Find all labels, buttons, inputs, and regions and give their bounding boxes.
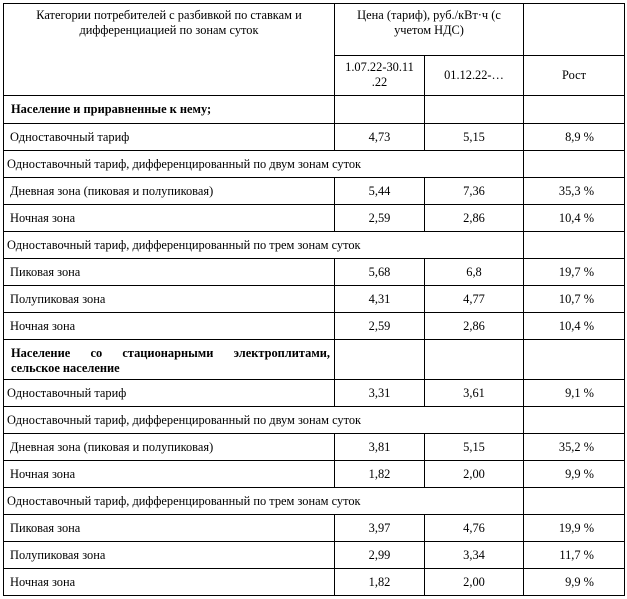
row-growth: 9,1 % xyxy=(524,380,625,407)
row-label: Ночная зона xyxy=(4,461,335,488)
table-row xyxy=(4,515,625,542)
row-growth: 8,9 % xyxy=(524,124,625,151)
row-label: Ночная зона xyxy=(4,569,335,596)
section-2-title: Население со стационарными электроплитами, сельское население xyxy=(4,340,335,380)
row-label: Дневная зона (пиковая и полупиковая) xyxy=(4,178,335,205)
table-row xyxy=(4,259,625,286)
row-value-2: 2,00 xyxy=(425,569,524,596)
row-growth: 10,7 % xyxy=(524,286,625,313)
row-value-2: 4,76 xyxy=(425,515,524,542)
table-row xyxy=(4,542,625,569)
header-price: Цена (тариф), руб./кВт·ч (с учетом НДС) xyxy=(335,4,524,56)
row-growth: 19,9 % xyxy=(524,515,625,542)
empty-cell xyxy=(335,340,425,380)
row-value-1: 1,82 xyxy=(335,461,425,488)
header-period-2: 01.12.22-… xyxy=(425,55,524,95)
header-period-1: 1.07.22-30.11 .22 xyxy=(335,55,425,95)
empty-cell xyxy=(524,340,625,380)
row-value-1: 2,99 xyxy=(335,542,425,569)
row-value-2: 5,15 xyxy=(425,124,524,151)
row-value-1: 5,68 xyxy=(335,259,425,286)
row-value-1: 2,59 xyxy=(335,313,425,340)
row-growth: 11,7 % xyxy=(524,542,625,569)
subsection-title: Одноставочный тариф, дифференцированный по трем зонам суток xyxy=(4,488,524,515)
section-title-row xyxy=(4,340,625,380)
subsection-title-row xyxy=(4,407,625,434)
subsection-title-row xyxy=(4,151,625,178)
row-label: Полупиковая зона xyxy=(4,542,335,569)
subsection-title: Одноставочный тариф, дифференцированный по двум зонам суток xyxy=(4,151,524,178)
row-label: Полупиковая зона xyxy=(4,286,335,313)
row-value-2: 3,34 xyxy=(425,542,524,569)
row-value-1: 2,59 xyxy=(335,205,425,232)
empty-cell xyxy=(524,488,625,515)
section-title-row xyxy=(4,96,625,124)
subsection-title-row xyxy=(4,488,625,515)
row-value-2: 5,15 xyxy=(425,434,524,461)
row-label: Ночная зона xyxy=(4,205,335,232)
row-value-2: 2,00 xyxy=(425,461,524,488)
header-empty xyxy=(524,4,625,56)
table-row xyxy=(4,380,625,407)
table-row xyxy=(4,178,625,205)
row-growth: 35,2 % xyxy=(524,434,625,461)
empty-cell xyxy=(425,340,524,380)
row-value-2: 2,86 xyxy=(425,313,524,340)
row-value-2: 2,86 xyxy=(425,205,524,232)
row-label: Пиковая зона xyxy=(4,515,335,542)
row-value-1: 4,73 xyxy=(335,124,425,151)
table-row xyxy=(4,569,625,596)
row-value-1: 3,81 xyxy=(335,434,425,461)
subsection-title-row xyxy=(4,232,625,259)
table-row xyxy=(4,205,625,232)
row-growth: 9,9 % xyxy=(524,569,625,596)
row-value-2: 7,36 xyxy=(425,178,524,205)
section-1-title: Население и приравненные к нему; xyxy=(4,96,335,124)
row-label: Одноставочный тариф xyxy=(4,380,335,407)
empty-cell xyxy=(425,96,524,124)
row-label: Одноставочный тариф xyxy=(4,124,335,151)
table-row xyxy=(4,124,625,151)
empty-cell xyxy=(524,232,625,259)
row-value-1: 5,44 xyxy=(335,178,425,205)
empty-cell xyxy=(524,96,625,124)
row-value-1: 1,82 xyxy=(335,569,425,596)
row-label: Дневная зона (пиковая и полупиковая) xyxy=(4,434,335,461)
subsection-title: Одноставочный тариф, дифференцированный по двум зонам суток xyxy=(4,407,524,434)
row-growth: 35,3 % xyxy=(524,178,625,205)
tariff-table xyxy=(3,3,625,596)
header-growth: Рост xyxy=(524,55,625,95)
row-value-1: 3,97 xyxy=(335,515,425,542)
header-row xyxy=(4,4,625,56)
table-row xyxy=(4,286,625,313)
row-growth: 9,9 % xyxy=(524,461,625,488)
table-row xyxy=(4,313,625,340)
row-value-2: 4,77 xyxy=(425,286,524,313)
empty-cell xyxy=(524,407,625,434)
row-label: Пиковая зона xyxy=(4,259,335,286)
row-growth: 10,4 % xyxy=(524,313,625,340)
header-category: Категории потребителей с разбивкой по ставкам и дифференциацией по зонам суток xyxy=(4,4,335,96)
row-value-1: 3,31 xyxy=(335,380,425,407)
row-label: Ночная зона xyxy=(4,313,335,340)
table-row xyxy=(4,461,625,488)
table-row xyxy=(4,434,625,461)
row-growth: 19,7 % xyxy=(524,259,625,286)
row-growth: 10,4 % xyxy=(524,205,625,232)
empty-cell xyxy=(524,151,625,178)
empty-cell xyxy=(335,96,425,124)
row-value-2: 6,8 xyxy=(425,259,524,286)
row-value-2: 3,61 xyxy=(425,380,524,407)
row-value-1: 4,31 xyxy=(335,286,425,313)
subsection-title: Одноставочный тариф, дифференцированный по трем зонам суток xyxy=(4,232,524,259)
